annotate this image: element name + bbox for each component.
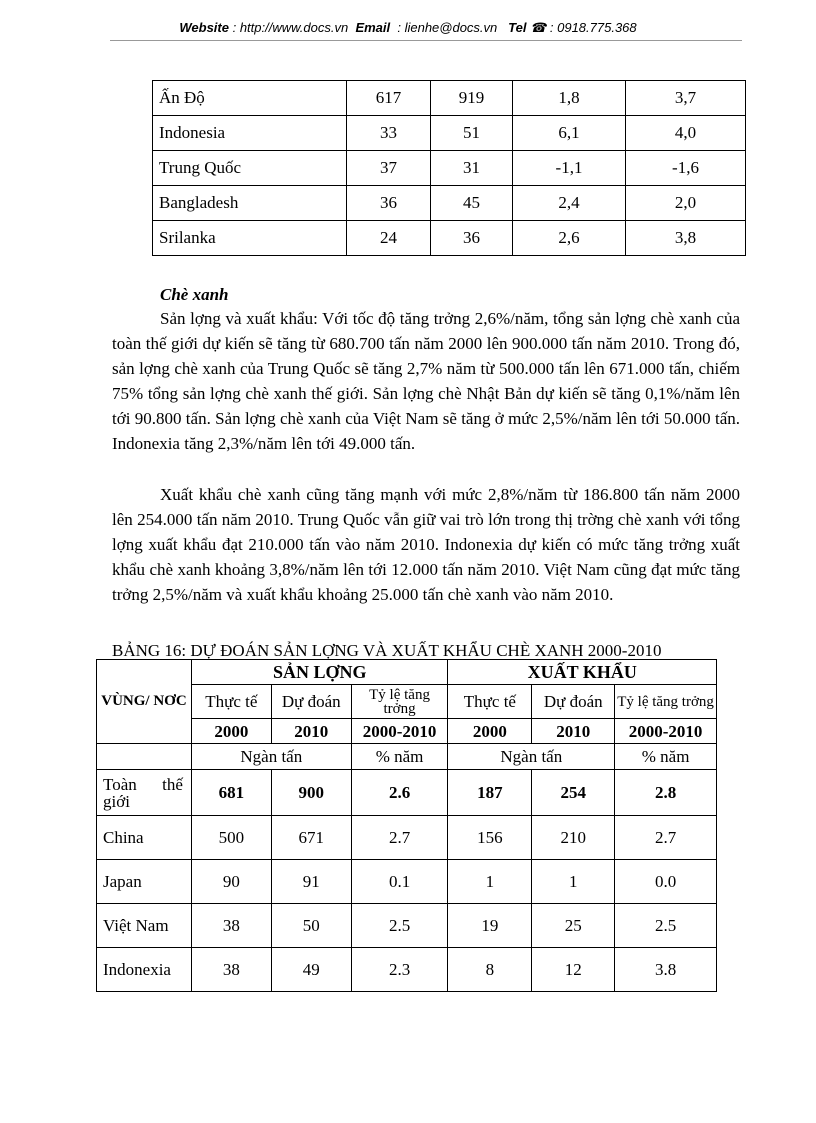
country-name: China	[97, 816, 192, 860]
table-cell: 91	[271, 860, 351, 904]
table-row	[97, 904, 717, 948]
year-2010-export: 2010	[532, 719, 615, 744]
country-name: Việt Nam	[97, 904, 192, 948]
table-cell: 3.8	[615, 948, 717, 992]
table-cell: 210	[532, 816, 615, 860]
col-actual-export: Thực tế	[448, 685, 532, 719]
world-value: 2.8	[615, 770, 717, 816]
section-title: Chè xanh	[160, 285, 229, 304]
table-cell: 671	[271, 816, 351, 860]
year-2000-production: 2000	[191, 719, 271, 744]
table-cell: 3,8	[626, 221, 746, 256]
table-cell: 38	[191, 904, 271, 948]
table-cell: 33	[347, 116, 431, 151]
table-cell: 37	[347, 151, 431, 186]
table-cell: 2.5	[351, 904, 448, 948]
table-cell: 19	[448, 904, 532, 948]
col-forecast-production: Dự đoán	[271, 685, 351, 719]
paragraph-production: Sản lợng và xuất khẩu: Với tốc độ tăng trởng 2,6%/năm, tổng sản lợng chè xanh của toàn thế giới dự kiến sẽ tăng từ 680.700 tấn năm 2000 lên 900.000 tấn năm 2010. Trong đó, sản lợng chè xanh của Trung Quốc sẽ tăng 2,7% năm từ 500.000 tấn lên 671.000 tấn, chiếm 75% tổng sản lợng chè xanh thế giới. Sản lợng chè Nhật Bản dự kiến sẽ tăng 0,1%/năm lên tới 90.800 tấn. Sản lợng chè xanh của Việt Nam sẽ tăng ở mức 2,5%/năm lên tới 50.000 tấn. Indonexia tăng 2,3%/năm lên tới 49.000 tấn.	[112, 309, 740, 453]
unit-spacer	[97, 744, 192, 770]
table-cell: 45	[431, 186, 513, 221]
table-row	[153, 221, 746, 256]
table-cell: 3,7	[626, 81, 746, 116]
email-label: Email	[355, 20, 391, 35]
country-name: Japan	[97, 860, 192, 904]
unit-production-rate: % năm	[351, 744, 448, 770]
table-cell: 2.7	[615, 816, 717, 860]
paragraph-export: Xuất khẩu chè xanh cũng tăng mạnh với mức 2,8%/năm từ 186.800 tấn năm 2000 lên 254.000 tấn năm 2010. Trung Quốc vẫn giữ vai trò lớn trong thị trờng chè xanh với tổng lợng xuất khẩu đạt 210.000 tấn vào năm 2010. Indonexia dự kiến có mức tăng trởng xuất khẩu chè xanh khoảng 3,8%/năm lên tới 12.000 tấn năm 2010. Việt Nam cũng đạt mức tăng trởng 2,5%/năm và xuất khẩu khoảng 25.000 tấn chè xanh vào năm 2010.	[112, 485, 740, 604]
page-header	[0, 20, 816, 36]
country-name: Trung Quốc	[153, 151, 347, 186]
table-cell: 919	[431, 81, 513, 116]
country-name: Indonesia	[153, 116, 347, 151]
country-name: Srilanka	[153, 221, 347, 256]
group-export-header: XUẤT KHẨU	[448, 660, 717, 685]
world-value: 2.6	[351, 770, 448, 816]
table-row	[97, 816, 717, 860]
world-word-3: giới	[103, 791, 130, 811]
world-word-1: Toàn	[103, 774, 137, 794]
world-word-2: thế	[162, 774, 183, 794]
world-value: 187	[448, 770, 532, 816]
green-tea-forecast-table	[96, 659, 717, 992]
table-row	[97, 860, 717, 904]
table-cell: -1,1	[513, 151, 626, 186]
table-cell: 49	[271, 948, 351, 992]
world-value: 681	[191, 770, 271, 816]
table-cell: 50	[271, 904, 351, 948]
table-cell: 156	[448, 816, 532, 860]
table-cell: 25	[532, 904, 615, 948]
table-cell: 1	[448, 860, 532, 904]
table-row	[153, 151, 746, 186]
table-cell: 2,0	[626, 186, 746, 221]
table-cell: 0.1	[351, 860, 448, 904]
year-range-export: 2000-2010	[615, 719, 717, 744]
website-label: Website	[179, 20, 229, 35]
region-header: VÙNG/ NƠC	[97, 660, 192, 744]
table-cell: 36	[431, 221, 513, 256]
col-forecast-export: Dự đoán	[532, 685, 615, 719]
table-cell: 2.7	[351, 816, 448, 860]
col-actual-production: Thực tế	[191, 685, 271, 719]
world-label	[97, 770, 192, 816]
world-value: 900	[271, 770, 351, 816]
unit-export-amount: Ngàn tấn	[448, 744, 615, 770]
table-cell: 1,8	[513, 81, 626, 116]
table-cell: 12	[532, 948, 615, 992]
group-production-header: SẢN LỢNG	[191, 660, 448, 685]
country-table	[152, 80, 746, 256]
table-row	[97, 948, 717, 992]
country-name: Indonexia	[97, 948, 192, 992]
table-cell: 2,6	[513, 221, 626, 256]
year-range-production: 2000-2010	[351, 719, 448, 744]
table-row	[153, 116, 746, 151]
phone-icon: ☎	[530, 20, 547, 35]
country-name: Bangladesh	[153, 186, 347, 221]
website-value: : http://www.docs.vn	[232, 20, 349, 35]
table-cell: 31	[431, 151, 513, 186]
year-2010-production: 2010	[271, 719, 351, 744]
country-name: Ấn Độ	[153, 81, 347, 116]
email-value: : lienhe@docs.vn	[397, 20, 498, 35]
table-cell: 1	[532, 860, 615, 904]
table-cell: 36	[347, 186, 431, 221]
world-value: 254	[532, 770, 615, 816]
header-divider	[110, 40, 742, 41]
col-rate-production: Tỷ lệ tăng trởng	[351, 685, 448, 719]
table-row	[153, 81, 746, 116]
table-cell: -1,6	[626, 151, 746, 186]
tel-label: Tel	[508, 20, 527, 35]
table-cell: 2.5	[615, 904, 717, 948]
table-caption: BẢNG 16: DỰ ĐOÁN SẢN LỢNG VÀ XUẤT KHẨU CHÈ XANH 2000-2010	[112, 641, 662, 660]
table-cell: 4,0	[626, 116, 746, 151]
table-cell: 0.0	[615, 860, 717, 904]
unit-production-amount: Ngàn tấn	[191, 744, 351, 770]
table-cell: 6,1	[513, 116, 626, 151]
table-row	[153, 186, 746, 221]
table-cell: 2,4	[513, 186, 626, 221]
table-cell: 51	[431, 116, 513, 151]
table-cell: 2.3	[351, 948, 448, 992]
table-cell: 90	[191, 860, 271, 904]
table-cell: 24	[347, 221, 431, 256]
table-cell: 617	[347, 81, 431, 116]
table-cell: 8	[448, 948, 532, 992]
year-2000-export: 2000	[448, 719, 532, 744]
table-cell: 38	[191, 948, 271, 992]
table-cell: 500	[191, 816, 271, 860]
tel-value: : 0918.775.368	[549, 20, 637, 35]
col-rate-export: Tỷ lệ tăng trởng	[615, 685, 717, 719]
unit-export-rate: % năm	[615, 744, 717, 770]
